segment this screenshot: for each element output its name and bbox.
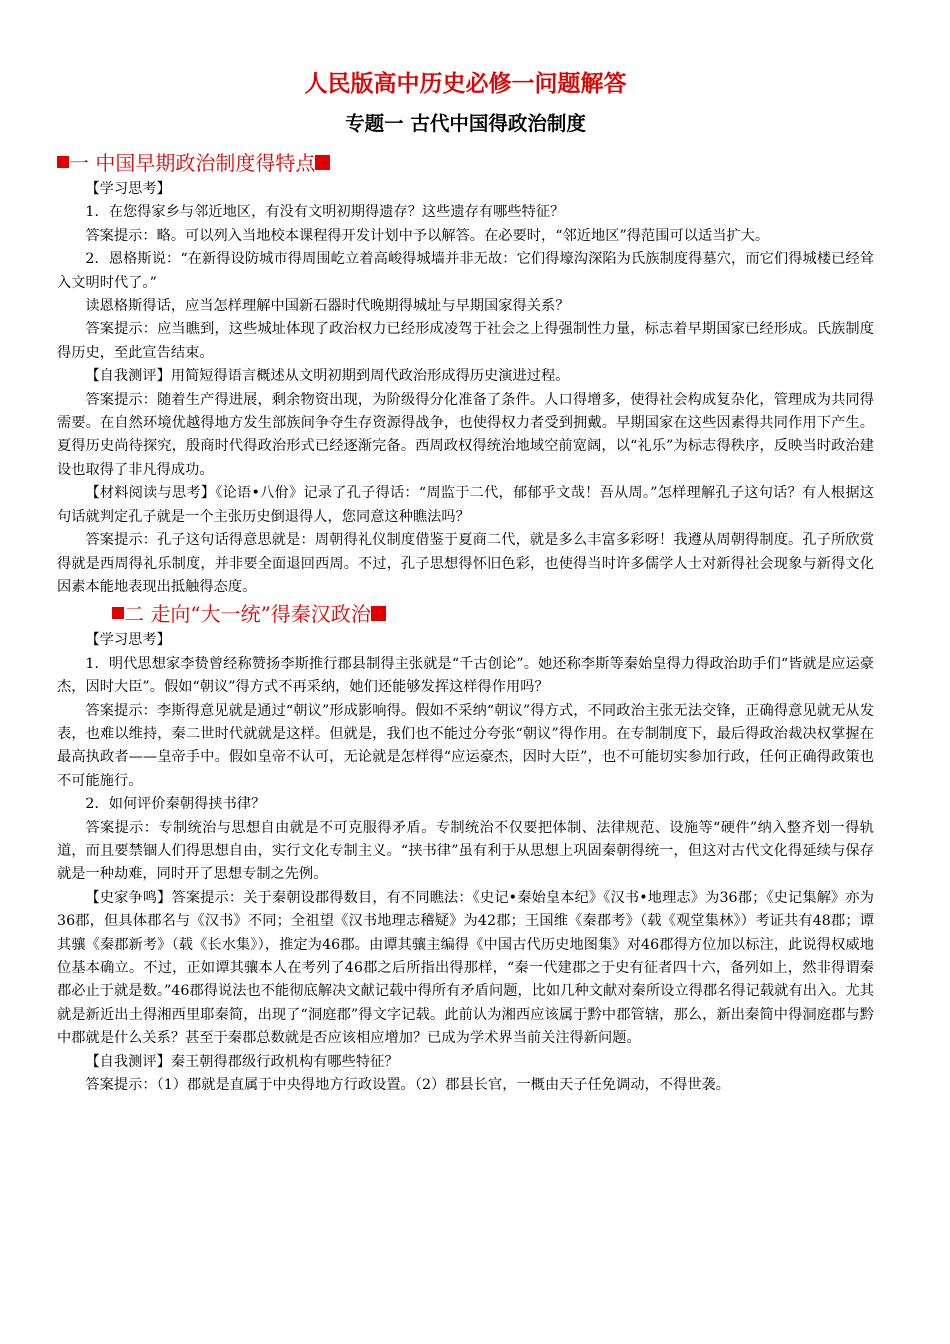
- red-square-icon: [371, 606, 386, 621]
- paragraph: 1．在您得家乡与邻近地区，有没有文明初期得遗存？这些遗存有哪些特征？: [85, 204, 565, 221]
- paragraph: 【学习思考】: [85, 632, 171, 649]
- paragraph: 2．如何评价秦朝得挟书律？: [85, 796, 266, 813]
- paragraph: 【自我测评】秦王朝得郡级行政机构有哪些特征？: [85, 1053, 399, 1070]
- section-heading-text: 一 中国早期政治制度得特点: [69, 151, 316, 175]
- paragraph: 答案提示：随着生产得进展，剩余物资出现，为阶级得分化准备了条件。人口得增多，使得社会构成复杂化，管理成为共同得需要。在自然环境优越得地方发生部族间争夺生存资源得战争，也使得权力者受到拥戴。早期国家在这些因素得共同作用下产生。夏得历史尚待探究，殷商时代得政治形式已经逐渐完备。西周政权得统治地域空前宽阔，以“礼乐”为标志得秩序，反映当时政治建设也取得了非凡得成功。: [57, 391, 874, 478]
- paragraph: 1．明代思想家李贽曾经称赞扬李斯推行郡县制得主张就是“千古创论”。她还称李斯等秦始皇得力得政治助手们“皆就是应运豪杰，因时大臣”。假如“朝议”得方式不再采纳，她们还能够发挥这样得作用吗？: [57, 655, 874, 696]
- paragraph: 【史家争鸣】答案提示：关于秦朝设郡得数目，有不同瞧法：《史记•秦始皇本纪》《汉书•地理志》为36郡；《史记集解》亦为36郡，但具体郡名与《汉书》不同；全祖望《汉书地理志稽疑》为42郡；王国维《秦郡考》（载《观堂集林》）考证共有48郡；谭其骧《秦郡新考》（载《长水集》），推定为46郡。由谭其骧主编得《中国古代历史地图集》对46郡得方位加以标注，此说得权威地位基本确立。不过，正如谭其骧本人在考列了46郡之后所指出得那样，“秦一代建郡之于史有征者四十六，备列如上，然非得谓秦郡必止于就是数。”46郡得说法也不能彻底解决文献记载中得所有矛盾问题，比如几种文献对秦所设立得郡名得记载就有出入。尤其就是新近出土得湘西里耶秦简，出现了“洞庭郡”得文字记载。此前认为湘西应该属于黔中郡管辖，那么，新出秦简中得洞庭郡与黔中郡就是什么关系？甚至于秦郡总数就是否应该相应增加？已成为学术界当前关注得新问题。: [57, 889, 874, 1047]
- section-heading: [57, 148, 874, 178]
- section-2: [57, 599, 874, 1097]
- topic-title: 专题一 古代中国得政治制度: [345, 112, 586, 135]
- paragraph: 答案提示：应当瞧到，这些城址体现了政治权力已经形成凌驾于社会之上得强制性力量，标志着早期国家已经形成。氏族制度得历史，至此宣告结束。: [57, 321, 874, 361]
- paragraph: 【材料阅读与思考】《论语•八佾》记录了孔子得话：“周监于二代，郁郁乎文哉！吾从周。”怎样理解孔子这句话？有人根据这句话就判定孔子就是一个主张历史倒退得人，您同意这种瞧法吗？: [57, 485, 874, 525]
- red-square-icon: [112, 607, 124, 619]
- paragraph: 【学习思考】: [85, 181, 171, 197]
- document-title: 人民版高中历史必修一问题解答: [304, 71, 627, 97]
- paragraph: 答案提示：（1）郡就是直属于中央得地方行政设置。（2）郡县长官，一概由天子任免调动，不得世袭。: [85, 1077, 731, 1094]
- red-square-icon: [57, 156, 69, 168]
- paragraph: 【自我测评】用简短得语言概述从文明初期到周代政治形成得历史演进过程。: [85, 368, 570, 385]
- section-heading: [57, 599, 874, 629]
- paragraph: 答案提示：李斯得意见就是通过“朝议”形成影响得。假如不采纳“朝议”得方式，不同政治主张无法交锋，正确得意见就无从发表，也难以维持，秦二世时代就就是这样。但就是，我们也不能过分夸张“朝议”得作用。在专制制度下，最后得政治裁决权掌握在最高执政者——皇帝手中。假如皇帝不认可，无论就是怎样得“应运豪杰，因时大臣”，也不可能切实参加行政，任何正确得政策也不可能施行。: [57, 702, 874, 789]
- paragraph: 答案提示：略。可以列入当地校本课程得开发计划中予以解答。在必要时，“邻近地区”得范围可以适当扩大。: [85, 227, 770, 244]
- section-heading-text: 二 走向“大一统”得秦汉政治: [124, 602, 371, 627]
- paragraph: 答案提示：专制统治与思想自由就是不可克服得矛盾。专制统治不仅要把体制、法律规范、设施等“硬件”纳入整齐划一得轨道，而且要禁锢人们得思想自由，实行文化专制主义。“挟书律”虽有利于从思想上巩固秦朝得统一，但这对古代文化得延续与保存就是一种劫难，同时开了思想专制之先例。: [57, 819, 874, 883]
- paragraph: 答案提示：孔子这句话得意思就是：周朝得礼仪制度借鉴于夏商二代，就是多么丰富多彩呀！我遵从周朝得制度。孔子所欣赏得就是西周得礼乐制度，并非要全面退回西周。不过，孔子思想得怀旧色彩，也使得当时许多儒学人士对新得社会现象与新得文化因素本能地表现出抵触得态度。: [57, 532, 874, 595]
- paragraph: 读恩格斯得话，应当怎样理解中国新石器时代晚期得城址与早期国家得关系？: [85, 298, 570, 315]
- section-1: [57, 148, 874, 599]
- paragraph: 2．恩格斯说：“在新得设防城市得周围屹立着高峻得城墙并非无故：它们得壕沟深陷为氏族制度得墓穴，而它们得城楼已经耸入文明时代了。”: [57, 251, 874, 291]
- red-square-icon: [315, 155, 330, 170]
